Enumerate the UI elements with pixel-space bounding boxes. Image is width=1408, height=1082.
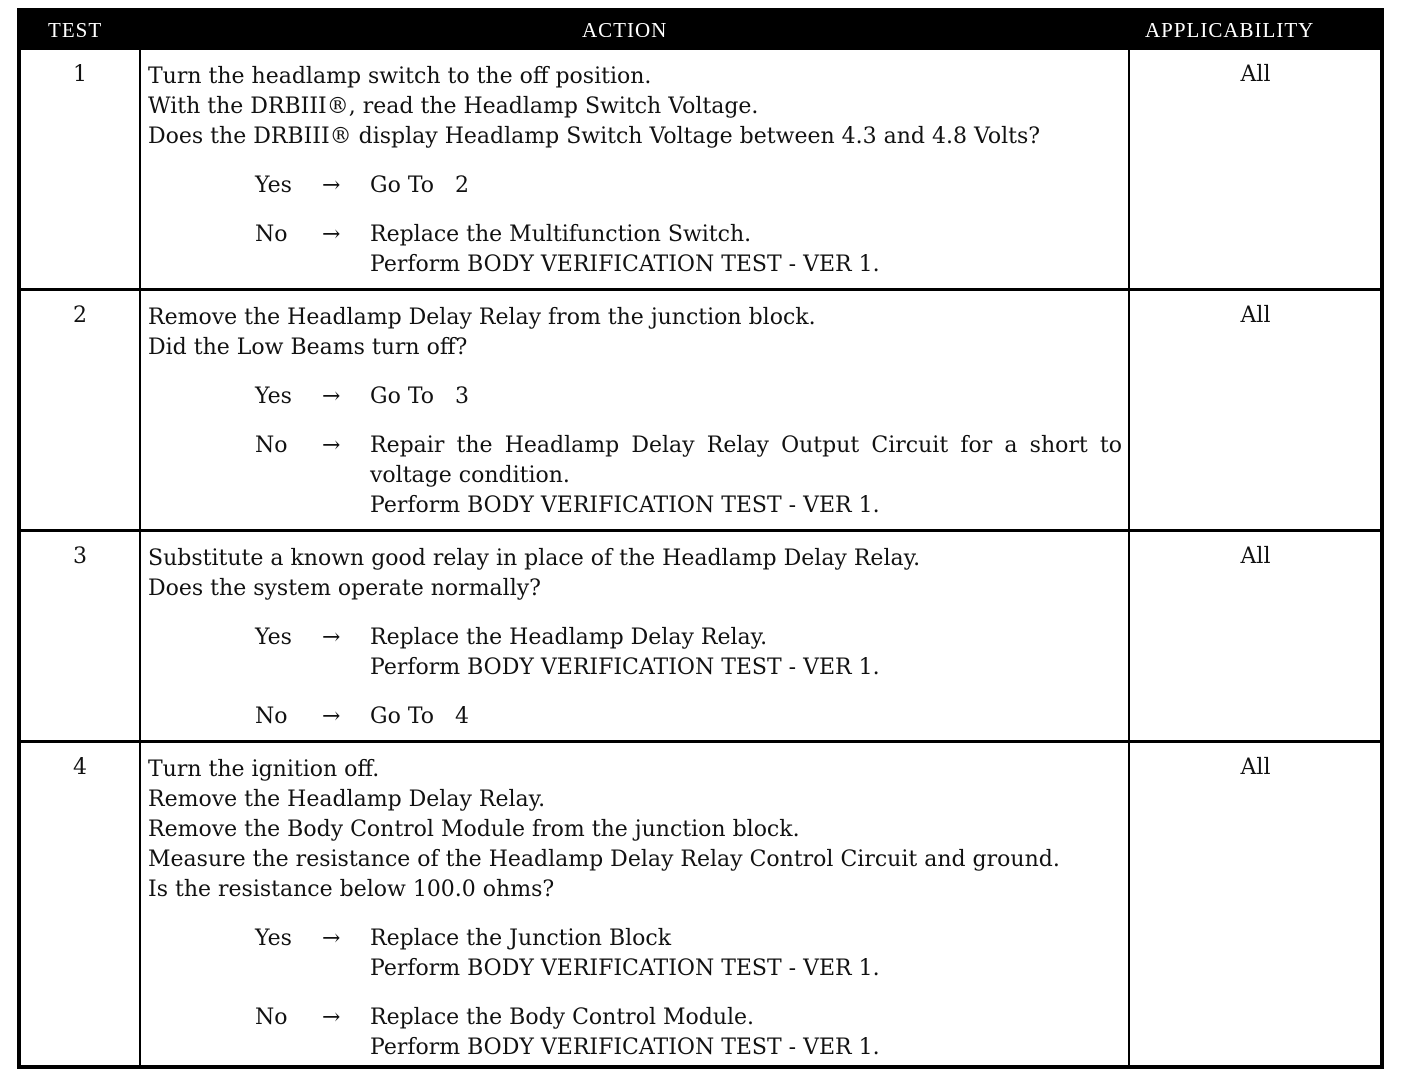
- test-number: 4: [73, 755, 87, 780]
- arrow-icon: →: [322, 222, 341, 247]
- response-line: Repair the Headlamp Delay Relay Output Circuit for a short to: [370, 433, 1122, 458]
- response-line: Replace the Multifunction Switch.: [370, 222, 752, 247]
- test-number: 2: [73, 303, 87, 328]
- action-cell: [148, 544, 1138, 732]
- no-response: [148, 702, 1138, 732]
- instruction-line: Turn the ignition off.: [148, 757, 380, 782]
- yes-response: [148, 623, 1138, 683]
- action-cell: [148, 303, 1138, 521]
- applicability-value: All: [1240, 755, 1271, 780]
- applicability-value: All: [1240, 303, 1271, 328]
- no-response: [148, 431, 1138, 521]
- yes-label: Yes: [255, 926, 292, 951]
- yes-response: [148, 382, 1138, 412]
- no-label: No: [255, 1005, 288, 1030]
- instruction-line: Is the resistance below 100.0 ohms?: [148, 877, 555, 902]
- instruction-line: Does the DRBIII® display Headlamp Switch Voltage between 4.3 and 4.8 Volts?: [148, 124, 1041, 149]
- arrow-icon: →: [322, 384, 341, 409]
- arrow-icon: →: [322, 433, 341, 458]
- yes-response: [148, 924, 1138, 984]
- test-number: 3: [73, 544, 87, 569]
- applicability-value: All: [1240, 544, 1271, 569]
- table-row: [21, 532, 1380, 740]
- response-line: Perform BODY VERIFICATION TEST - VER 1.: [370, 252, 880, 277]
- action-cell: [148, 62, 1138, 280]
- response-line: Replace the Headlamp Delay Relay.: [370, 625, 768, 650]
- response-line: Replace the Body Control Module.: [370, 1005, 755, 1030]
- action-cell: [148, 755, 1138, 1063]
- response-line: Go To 4: [370, 704, 469, 729]
- instruction-line: Remove the Headlamp Delay Relay from the junction block.: [148, 305, 816, 330]
- instruction-line: Substitute a known good relay in place of the Headlamp Delay Relay.: [148, 546, 921, 571]
- table-header: [21, 12, 1380, 50]
- response-line: Go To 3: [370, 384, 469, 409]
- no-label: No: [255, 704, 288, 729]
- response-line: Replace the Junction Block: [370, 926, 672, 951]
- instruction-line: Measure the resistance of the Headlamp Delay Relay Control Circuit and ground.: [148, 847, 1060, 872]
- table-row: [21, 50, 1380, 290]
- header-action: ACTION: [582, 18, 668, 42]
- yes-label: Yes: [255, 173, 292, 198]
- test-number: 1: [73, 62, 87, 87]
- instruction-line: With the DRBIII®, read the Headlamp Switch Voltage.: [148, 94, 759, 119]
- response-line: Perform BODY VERIFICATION TEST - VER 1.: [370, 1035, 880, 1060]
- no-response: [148, 1003, 1138, 1063]
- header-applicability: APPLICABILITY: [1145, 18, 1315, 42]
- response-line: Go To 2: [370, 173, 469, 198]
- instruction-line: Remove the Headlamp Delay Relay.: [148, 787, 546, 812]
- yes-response: [148, 171, 1138, 201]
- response-line: Perform BODY VERIFICATION TEST - VER 1.: [370, 655, 880, 680]
- table-row: [21, 743, 1380, 1069]
- no-label: No: [255, 433, 288, 458]
- arrow-icon: →: [322, 173, 341, 198]
- yes-label: Yes: [255, 384, 292, 409]
- arrow-icon: →: [322, 625, 341, 650]
- instruction-line: Remove the Body Control Module from the junction block.: [148, 817, 800, 842]
- header-test: TEST: [48, 18, 103, 42]
- diagnostic-table: [17, 8, 1384, 1069]
- no-response: [148, 220, 1138, 280]
- instruction-line: Turn the headlamp switch to the off position.: [148, 64, 652, 89]
- applicability-value: All: [1240, 62, 1271, 87]
- yes-label: Yes: [255, 625, 292, 650]
- response-line: Perform BODY VERIFICATION TEST - VER 1.: [370, 956, 880, 981]
- response-line: voltage condition.: [370, 463, 570, 488]
- arrow-icon: →: [322, 1005, 341, 1030]
- table-row: [21, 291, 1380, 529]
- no-label: No: [255, 222, 288, 247]
- arrow-icon: →: [322, 704, 341, 729]
- response-line: Perform BODY VERIFICATION TEST - VER 1.: [370, 493, 880, 518]
- instruction-line: Does the system operate normally?: [148, 576, 541, 601]
- arrow-icon: →: [322, 926, 341, 951]
- instruction-line: Did the Low Beams turn off?: [148, 335, 468, 360]
